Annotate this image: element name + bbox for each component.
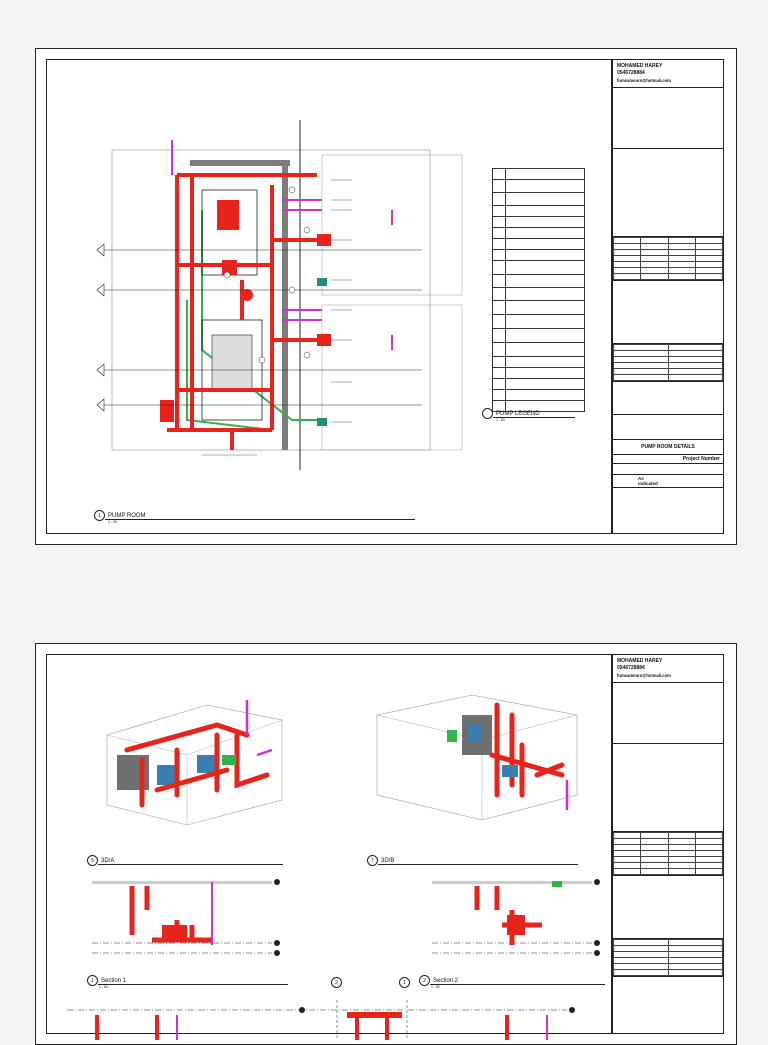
- title-block-consultants-grid: [613, 344, 723, 382]
- grid-bubble-1: [399, 977, 410, 988]
- title-block-stamp: [613, 281, 723, 344]
- title-block-number-row: [613, 455, 723, 464]
- pump-room-title: PUMP ROOM: [108, 512, 146, 519]
- 3d-a-title-underline: [98, 864, 283, 865]
- pump-room-scale: 1 : 25: [108, 520, 117, 524]
- title-block: [612, 59, 724, 534]
- section-1-title-underline: [98, 984, 288, 985]
- view-number-circle: 7: [367, 855, 378, 866]
- title-block-revision-grid: [613, 832, 723, 876]
- drawing-sheet-2: [35, 643, 737, 1045]
- drawing-area: [46, 59, 612, 534]
- project-number: Project Number: [682, 456, 720, 462]
- 3d-b-title: 3D/B: [381, 857, 395, 864]
- scale-value: As indicated: [638, 476, 658, 486]
- pump-room-title-underline: [105, 519, 415, 520]
- owner-email: fumsamours@hotmail.com: [617, 673, 671, 678]
- grid-label-1: 1: [399, 977, 410, 988]
- section-2-title-underline: [430, 984, 605, 985]
- title-block-box: [613, 683, 723, 744]
- section-1-title: Section 1: [101, 977, 127, 984]
- owner-email: fumsamours@hotmail.com: [617, 78, 671, 83]
- title-block-box: [613, 88, 723, 149]
- 3d-view-b: [372, 685, 582, 815]
- title-block-owner: [613, 60, 723, 88]
- drawing-area: [46, 654, 612, 1034]
- view-number-circle: 2: [419, 975, 430, 986]
- sheet-name: PUMP ROOM DETAILS: [613, 440, 723, 455]
- title-block: [612, 654, 724, 1034]
- title-block-project: [613, 415, 723, 440]
- grid-bubble-2: [331, 977, 342, 988]
- view-number-circle: [482, 408, 493, 419]
- section-1-scale: 1 : 50: [99, 985, 108, 989]
- title-block-stamp: [613, 876, 723, 939]
- pump-legend-scale: 1 : 50: [496, 418, 505, 422]
- owner-name: MOHAMED HAREY: [617, 658, 663, 664]
- pump-legend-table: [492, 168, 585, 412]
- legend-title-underline: [493, 417, 575, 418]
- pump-legend-title: PUMP LEGEND: [496, 410, 540, 417]
- section-2-title: Section 2: [433, 977, 459, 984]
- title-block-date-row: [613, 464, 723, 475]
- title-block-scale-row: [613, 475, 723, 488]
- title-block-client: [613, 382, 723, 415]
- lower-section-drawings: [67, 1000, 587, 1040]
- owner-phone: 0546728884: [617, 70, 645, 76]
- view-number-circle: 1: [87, 975, 98, 986]
- 3d-a-title: 3D/A: [101, 857, 115, 864]
- owner-phone: 0546728884: [617, 665, 645, 671]
- grid-label-2: 2: [331, 977, 342, 988]
- view-number-circle: 1: [94, 510, 105, 521]
- section-2-scale: 1 : 50: [431, 985, 440, 989]
- title-block-consultants-grid: [613, 939, 723, 977]
- 3d-b-title-underline: [378, 864, 578, 865]
- owner-name: MOHAMED HAREY: [617, 63, 663, 69]
- section-1-drawing: [92, 870, 282, 960]
- pump-room-plan: [92, 100, 422, 460]
- title-block-owner: [613, 655, 723, 683]
- title-block-notes: [613, 744, 723, 832]
- section-2-drawing: [432, 870, 602, 960]
- title-block-notes: [613, 149, 723, 237]
- drawing-sheet-1: [35, 48, 737, 545]
- title-block-revision-grid: [613, 237, 723, 281]
- 3d-view-a: [97, 695, 297, 825]
- view-number-circle: 5: [87, 855, 98, 866]
